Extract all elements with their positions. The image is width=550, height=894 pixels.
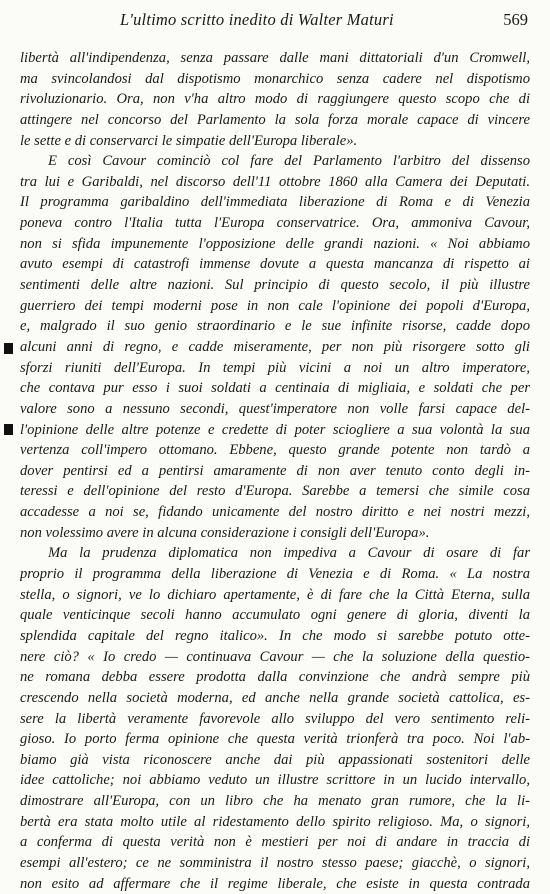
text-line: tra lui e Garibaldi, nel discorso dell'11 ottobre 1860 alla Camera dei Deputati. [20,173,530,190]
text-line: Ma la prudenza diplomatica non impediva a Cavour di osare di far [48,545,530,562]
body-text [20,48,530,894]
text-line: non esito ad affermare che il regime liberale, che esiste in questa contrada [20,875,530,892]
text-line: a conferma di questa verità non è mestieri per noi di andare in traccia di [20,834,530,851]
running-title: L'ultimo scritto inedito di Walter Maturi [120,10,394,29]
paragraph [20,543,530,894]
text-line: proprio il programma della liberazione di Venezia e di Roma. « La nostra [20,566,530,583]
text-line: teressi e dell'opinione del resto d'Europa. Sarebbe a temersi che simile cosa [20,483,530,500]
text-line: stella, o signori, ve lo dichiaro apertamente, è di fare che la Città Eterna, sulla [20,586,530,603]
text-line: guerriero dei tempi moderni pose in non cale l'opinione dei popoli d'Europa, [20,297,530,314]
text-line: libertà all'indipendenza, senza passare dalle mani dittatoriali d'un Cromwell, [20,50,530,66]
text-line: biamo già vista riconoscere anche dai più appassionati sostenitori delle [20,751,530,768]
paragraph [20,151,530,543]
text-line: gioso. Io porto ferma opinione che questa verità trionferà tra poco. Noi l'ab- [20,731,530,748]
text-line: dimostrare all'Europa, con un libro che ha menato gran rumore, che la li- [20,793,530,810]
text-line: poneva contro l'Italia tutta l'Europa conservatrice. Ora, ammoniva Cavour, [20,215,530,232]
text-line: rivoluzionario. Ora, non v'ha altro modo di raggiungere questo scopo che di [20,91,530,108]
text-line: l'opinione delle altre potenze e credette di poter sciogliere a sua volontà la sua [20,421,530,438]
margin-mark [4,343,13,354]
text-line: E così Cavour cominciò col fare del Parlamento l'arbitro del dissenso [48,153,530,170]
margin-mark [4,424,13,435]
paragraph [20,48,530,151]
text-line: esempi all'estero; ce ne somministra il nostro stesso paese; giacchè, o signori, [20,854,530,871]
text-line: splendida capitale del regno italico». In che modo si sarebbe potuto otte- [20,627,530,644]
text-line: sentimenti delle altre nazioni. Sul principio di questo secolo, il più illustre [20,277,530,294]
text-line: sforzi riuniti dell'Europa. In tempi più vicini a noi un altro imperatore, [20,359,530,376]
text-line: crescendo nella società moderna, ed anche nella grande società cattolica, es- [20,689,530,706]
text-line: bertà era stata molto utile al ridestamento dello spirito religioso. Ma, o signori, [20,813,530,830]
text-line: sere la libertà veramente favorevole allo sviluppo del vero sentimento reli- [20,710,530,727]
text-line: ma svincolandosi dal dispotismo monarchico senza cadere nel dispotismo [20,70,530,87]
text-line: accadesse a noi se, fidando unicamente del nostro diritto e nei nostri mezzi, [20,504,530,521]
text-line: vertenza coll'impero ottomano. Ebbene, questo grande potente non tardò a [20,442,530,459]
text-line: attingere nel concorso del Parlamento la sola forza morale capace di vincere [20,111,530,128]
page-number: 569 [503,10,528,29]
text-line: non si sfida impunemente l'opposizione delle grandi nazioni. « Noi abbiamo [20,235,530,252]
running-header [0,10,550,32]
text-line: ne romana debba essere prodotta dalla convinzione che andrà sempre più [20,669,530,686]
text-line: che contava pur esso i suoi soldati a centinaia di migliaia, e soldati che per [20,380,530,397]
text-line: le sette e di conservarci le simpatie dell'Europa liberale». [20,132,358,149]
text-line: e, malgrado il suo genio straordinario e le sue infinite risorse, cadde dopo [20,318,530,335]
text-line: avuto esempi di catastrofi immense dovute a questa mancanza di rispetto ai [20,256,530,273]
text-line: dover pentirsi ed a pentirsi amaramente di non aver tenuto conto degli in- [20,462,530,479]
text-line: Il programma garibaldino dell'immediata liberazione di Roma e di Venezia [20,194,530,211]
text-line: non volessimo avere in alcuna considerazione i consigli dell'Europa». [20,524,430,541]
text-line: alcuni anni di regno, e cadde miseramente, per non più risorgere sotto gli [20,338,530,355]
text-line: idee cattoliche; noi abbiamo veduto un illustre scrittore in un lucido intervallo, [20,772,530,789]
text-line: valore sono a nessuno secondi, quest'imperatore non volle farsi capace del- [20,400,530,417]
text-line: nere ciò? « Io credo — continuava Cavour — che la soluzione della questio- [20,648,530,665]
text-line: quale venticinque secoli hanno accumulato ogni genere di gloria, diventi la [20,607,530,624]
